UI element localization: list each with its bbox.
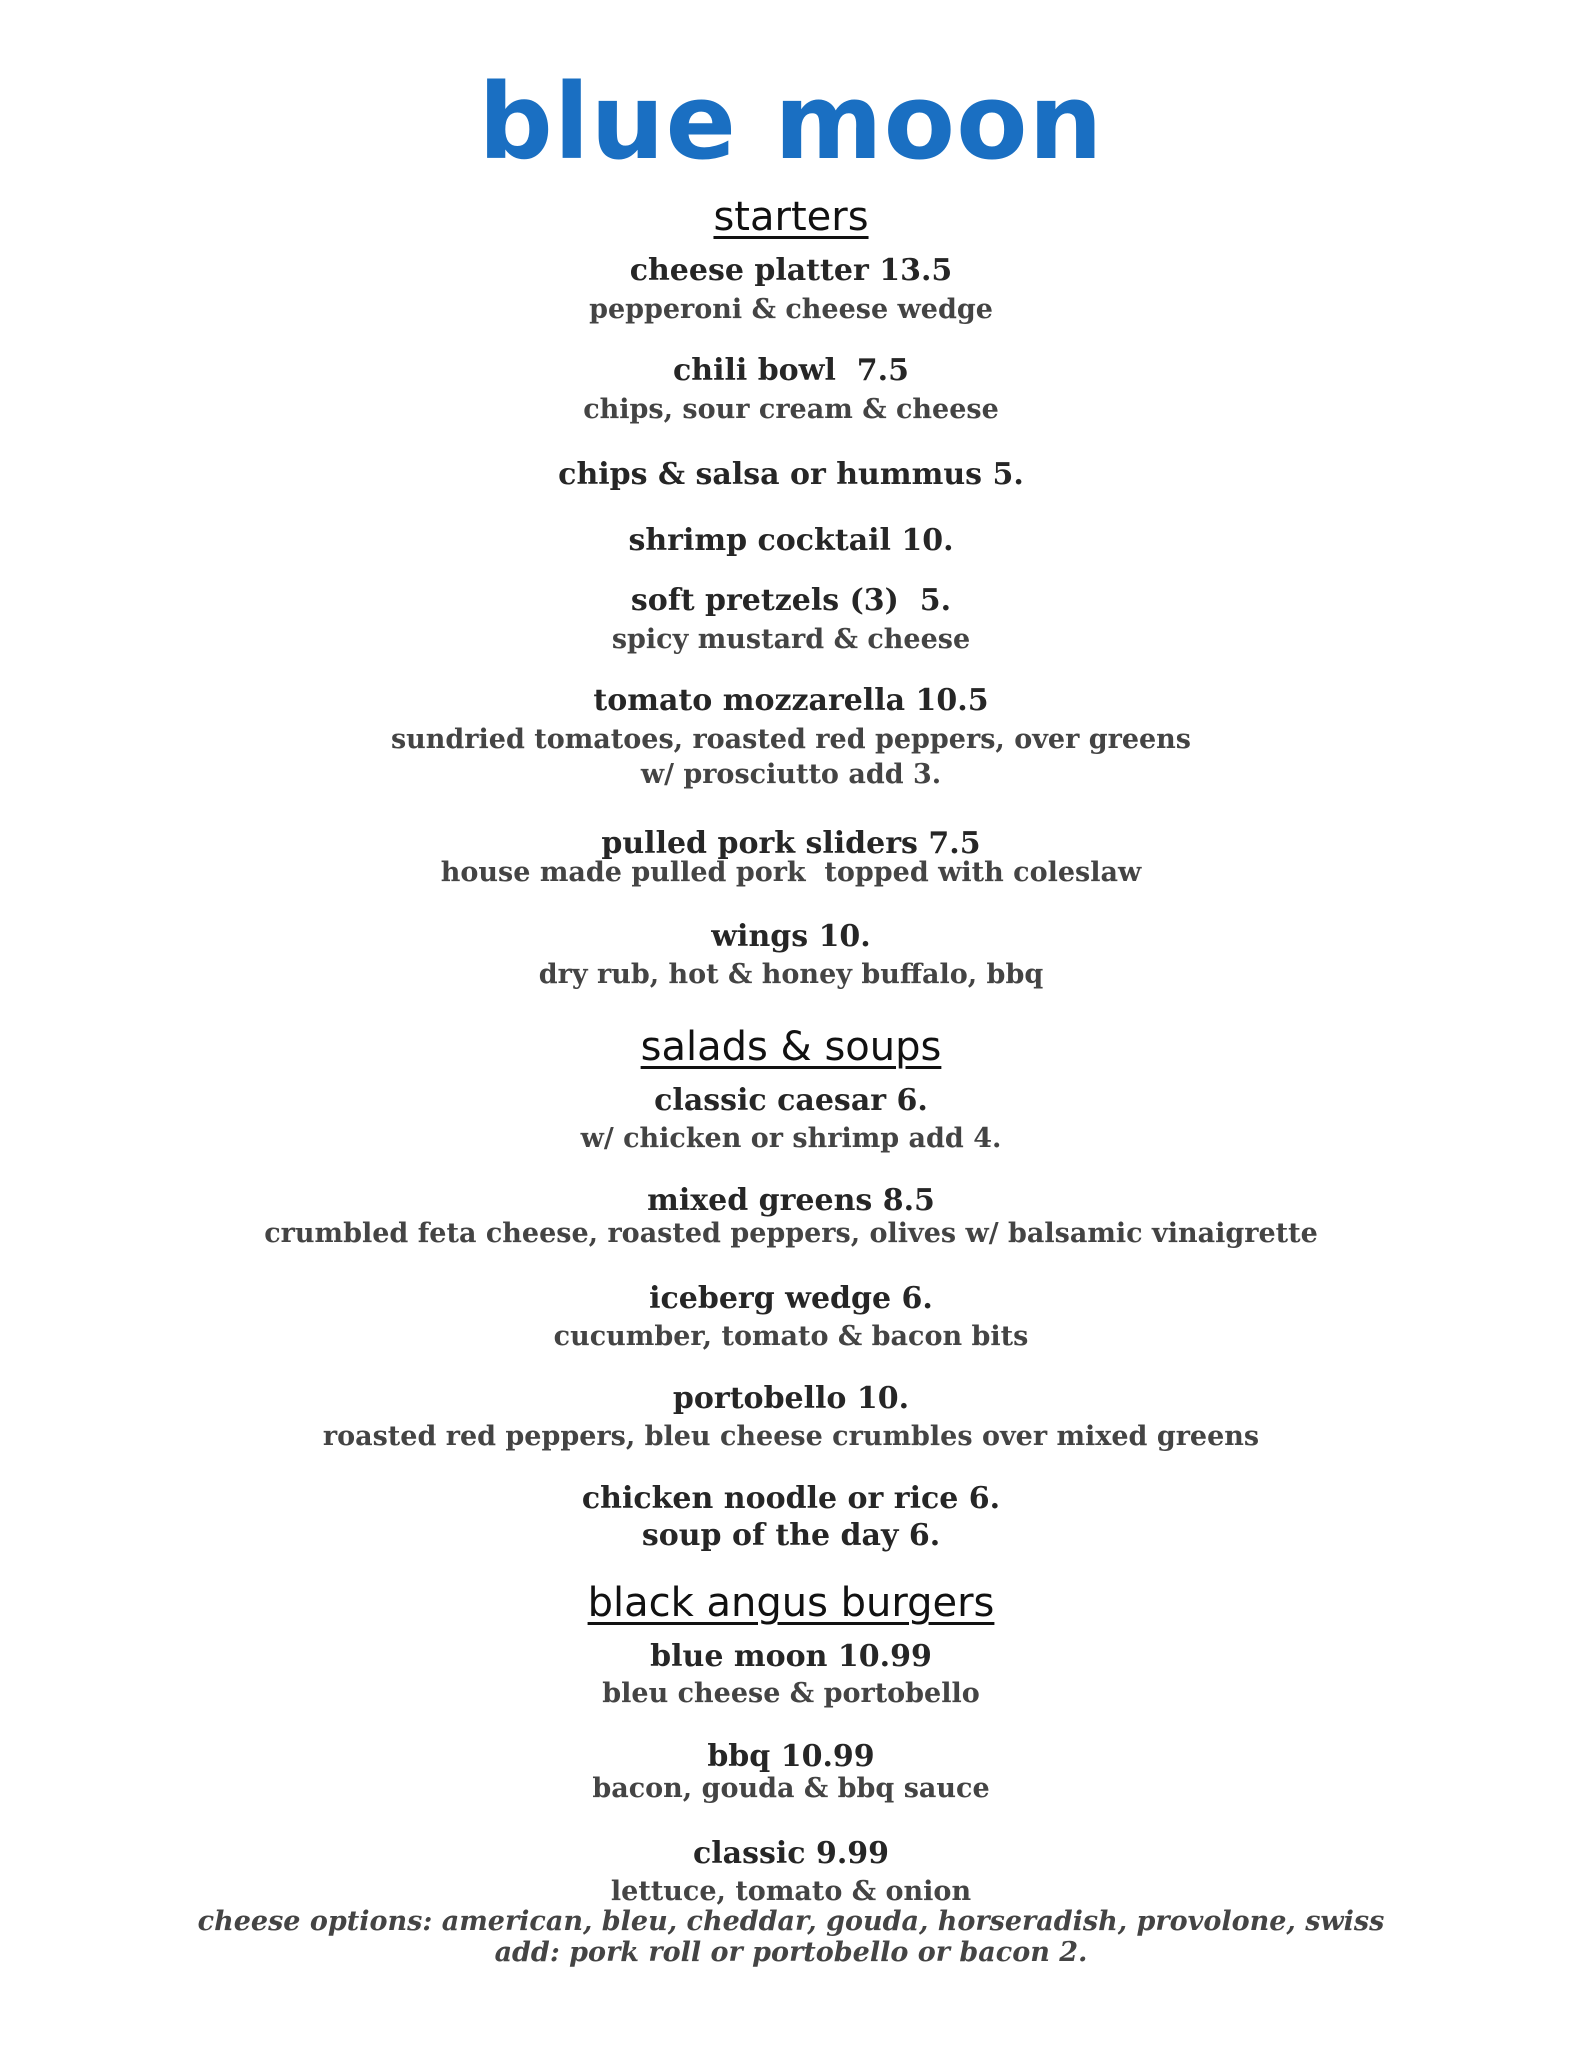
menu-item-name: soup of the day 6. — [641, 1518, 941, 1553]
menu-item-name: cheese platter 13.5 — [629, 253, 953, 288]
menu-item-name: tomato mozzarella 10.5 — [593, 683, 989, 718]
menu-item-desc: lettuce, tomato & onion — [610, 1876, 972, 1907]
menu-item-desc: bacon, gouda & bbq sauce — [592, 1773, 990, 1804]
menu-item-name: classic caesar 6. — [654, 1083, 928, 1118]
menu-item-desc: chips, sour cream & cheese — [583, 394, 999, 425]
add-ons-note: add: pork roll or portobello or bacon 2. — [494, 1937, 1088, 1968]
restaurant-title: blue moon — [478, 61, 1104, 183]
menu-item-desc: w/ chicken or shrimp add 4. — [580, 1123, 1002, 1154]
menu-item-name: classic 9.99 — [692, 1836, 890, 1871]
menu-item-name: pulled pork sliders 7.5 — [601, 826, 981, 861]
menu-item-desc: crumbled feta cheese, roasted peppers, olives w/ balsamic vinaigrette — [264, 1218, 1318, 1249]
cheese-options-note: cheese options: american, bleu, cheddar, gouda, horseradish, provolone, swiss — [197, 1906, 1385, 1937]
section-heading-starters: starters — [713, 194, 869, 240]
menu-item-name: wings 10. — [711, 919, 871, 954]
menu-item-desc: roasted red peppers, bleu cheese crumbles over mixed greens — [322, 1421, 1260, 1452]
section-heading-salads-soups: salads & soups — [640, 1024, 942, 1070]
menu-item-name: shrimp cocktail 10. — [628, 523, 954, 558]
menu-item-name: iceberg wedge 6. — [649, 1281, 933, 1316]
menu-item-desc: bleu cheese & portobello — [602, 1678, 980, 1709]
menu-item-name: soft pretzels (3) 5. — [630, 583, 952, 618]
menu-item-name: chicken noodle or rice 6. — [581, 1481, 1001, 1516]
menu-item-name: chips & salsa or hummus 5. — [558, 457, 1024, 492]
menu-item-name: portobello 10. — [672, 1381, 910, 1416]
menu-item-name: blue moon 10.99 — [650, 1639, 932, 1674]
menu-item-desc: sundried tomatoes, roasted red peppers, over greens — [390, 724, 1192, 755]
menu-item-desc: house made pulled pork topped with coleslaw — [440, 857, 1142, 888]
menu-item-desc: pepperoni & cheese wedge — [589, 294, 993, 325]
menu-item-desc: dry rub, hot & honey buffalo, bbq — [538, 959, 1044, 990]
menu-item-desc: w/ prosciutto add 3. — [640, 759, 942, 790]
menu-item-desc: cucumber, tomato & bacon bits — [553, 1321, 1029, 1352]
menu-item-name: bbq 10.99 — [707, 1739, 875, 1774]
menu-item-desc: spicy mustard & cheese — [611, 624, 971, 655]
section-heading-burgers: black angus burgers — [587, 1580, 995, 1626]
menu-item-name: mixed greens 8.5 — [647, 1183, 935, 1218]
menu-item-name: chili bowl 7.5 — [672, 353, 909, 388]
